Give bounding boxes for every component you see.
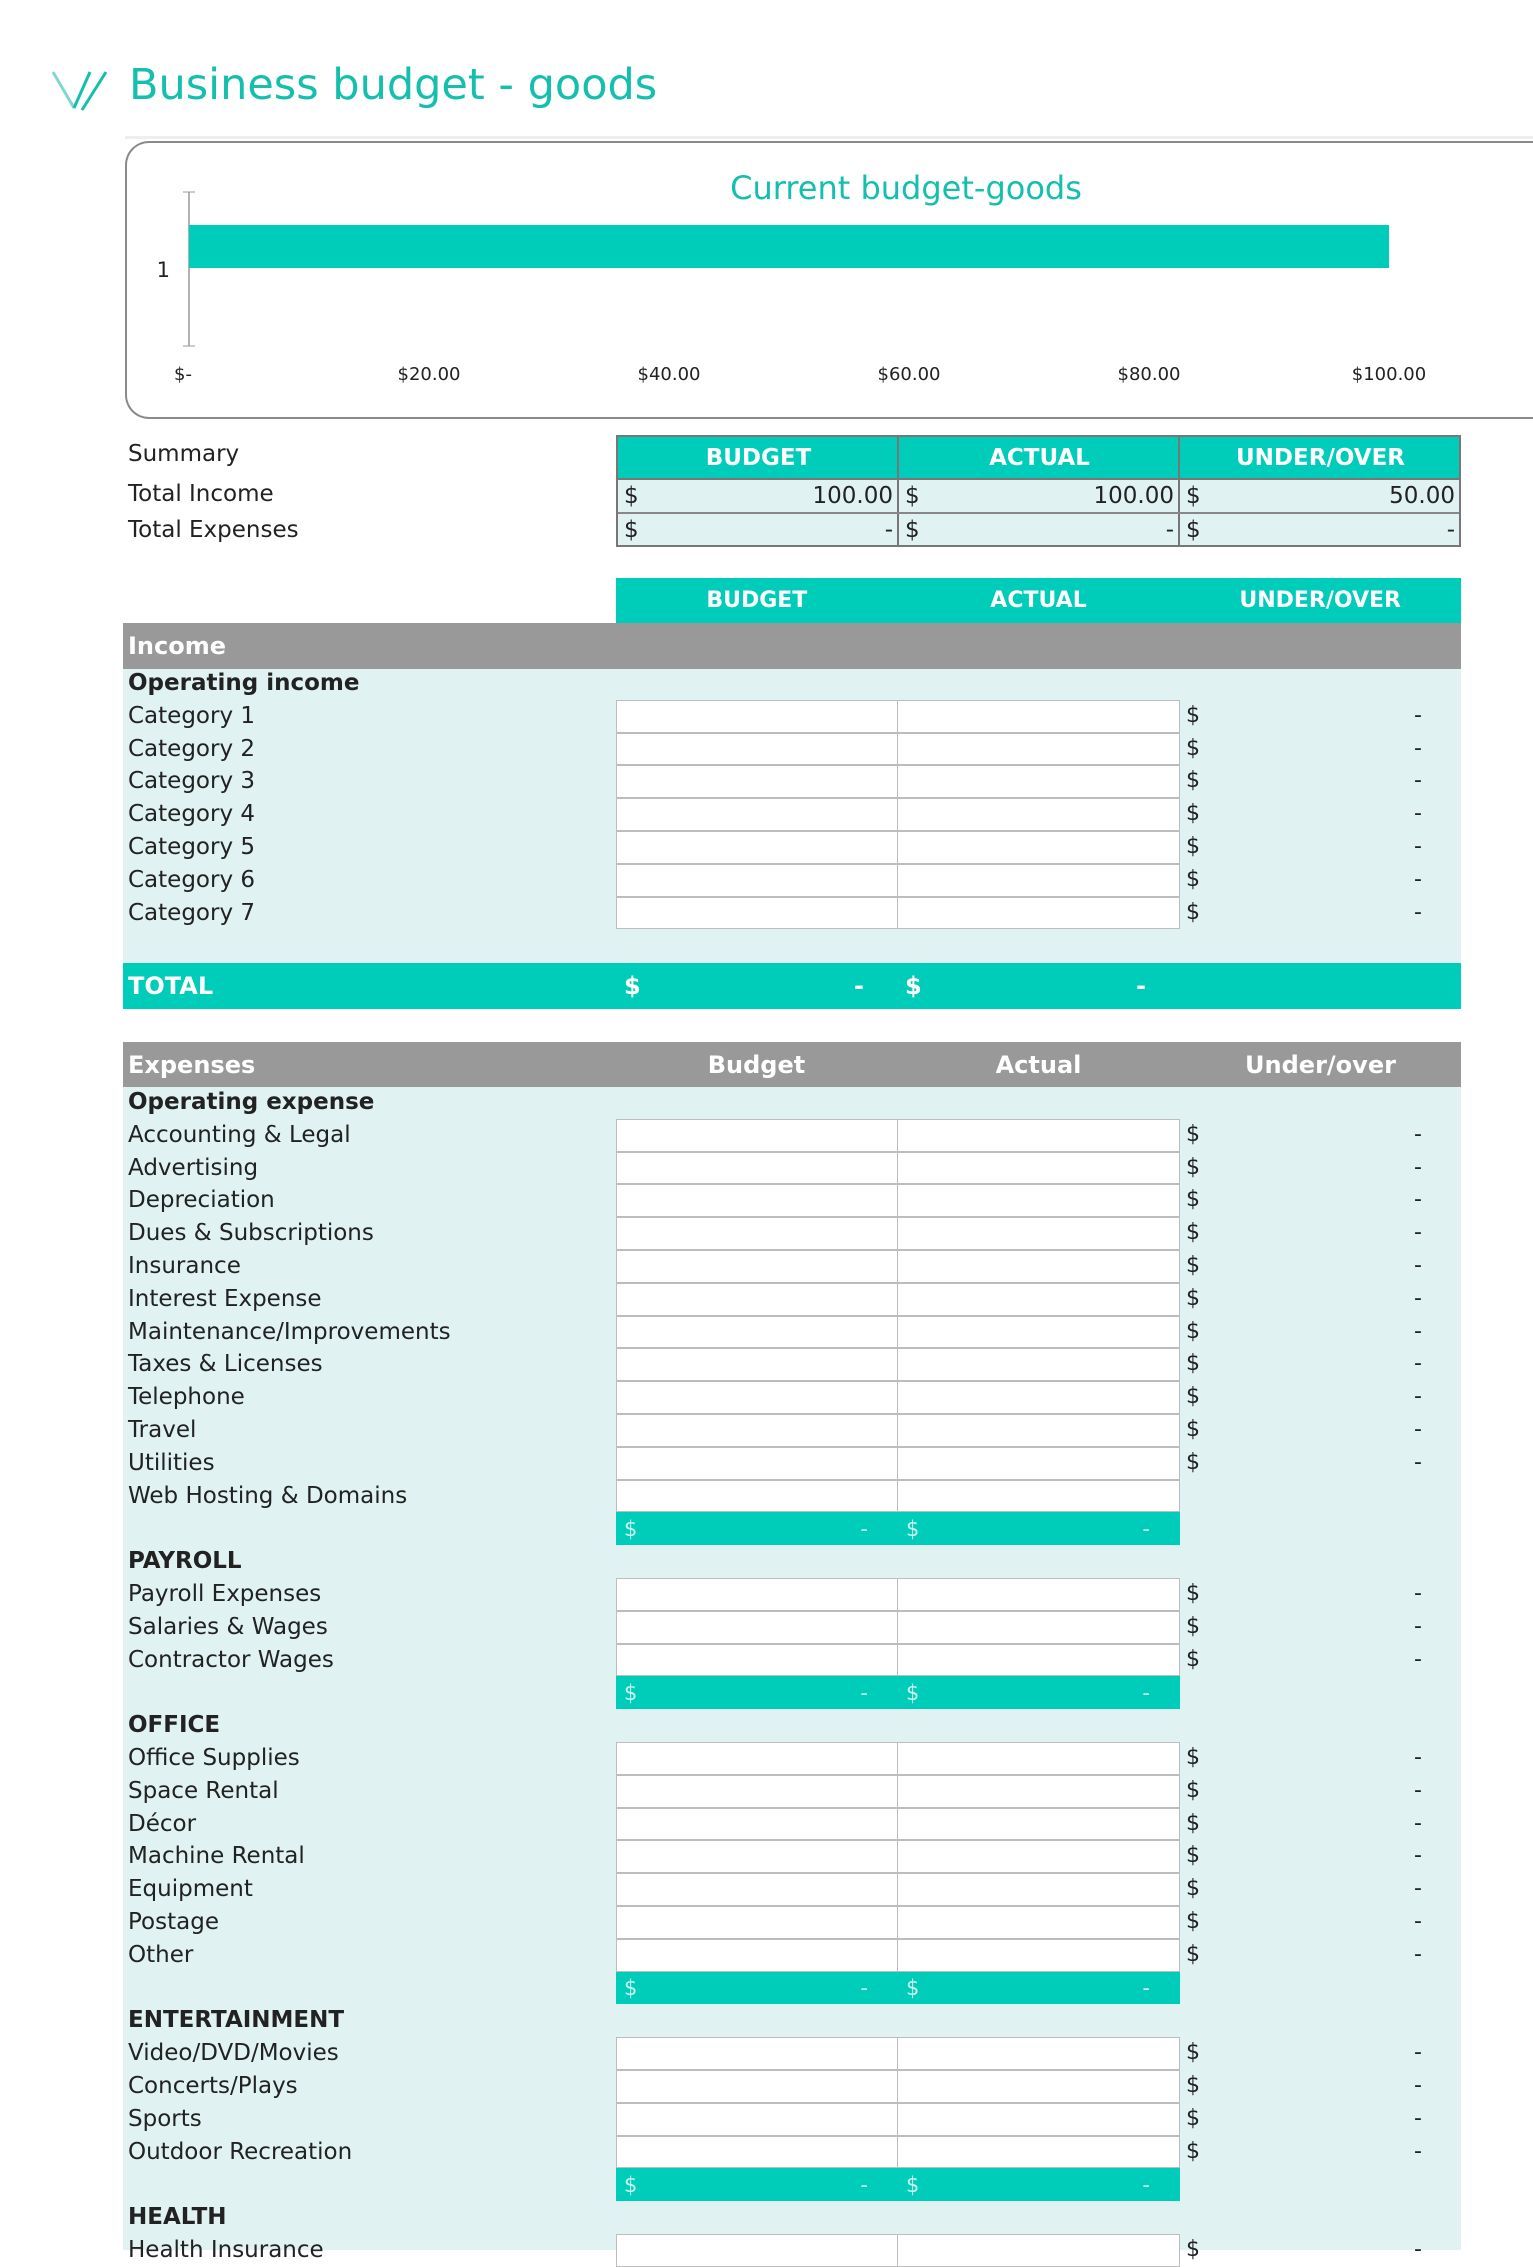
currency-symbol: $ bbox=[624, 483, 639, 509]
under-over-value: - bbox=[1414, 1351, 1422, 1377]
row-label: Other bbox=[128, 1941, 194, 1968]
under-over-currency: $ bbox=[1186, 1843, 1200, 1869]
under-over-value: - bbox=[1414, 735, 1422, 761]
budget-input[interactable] bbox=[616, 1414, 898, 1447]
actual-input[interactable] bbox=[897, 2070, 1180, 2103]
currency-symbol: $ bbox=[906, 1975, 920, 2000]
summary-col-budget: BUDGET bbox=[618, 437, 899, 478]
actual-input[interactable] bbox=[897, 2234, 1180, 2267]
under-over-value: - bbox=[1414, 1843, 1422, 1869]
amount: - bbox=[1142, 1975, 1150, 2000]
currency-symbol: $ bbox=[624, 1516, 638, 1541]
under-over-value: - bbox=[1414, 2105, 1422, 2131]
actual-input[interactable] bbox=[897, 864, 1180, 897]
summary-col-actual: ACTUAL bbox=[899, 437, 1180, 478]
row-label: Category 7 bbox=[128, 899, 256, 926]
budget-input[interactable] bbox=[616, 2103, 898, 2136]
budget-input[interactable] bbox=[616, 1316, 898, 1349]
actual-input[interactable] bbox=[897, 798, 1180, 831]
under-over-value: - bbox=[1414, 1941, 1422, 1967]
budget-input[interactable] bbox=[616, 1381, 898, 1414]
actual-input[interactable] bbox=[897, 1414, 1180, 1447]
row-label: Category 2 bbox=[128, 735, 256, 762]
actual-input[interactable] bbox=[897, 1644, 1180, 1677]
row-label: Space Rental bbox=[128, 1777, 279, 1804]
under-over-currency: $ bbox=[1186, 1777, 1200, 1803]
amount: - bbox=[884, 516, 893, 543]
under-over-value: - bbox=[1414, 768, 1422, 794]
actual-input[interactable] bbox=[897, 1939, 1180, 1972]
col-actual: ACTUAL bbox=[990, 588, 1087, 613]
under-over-value: - bbox=[1414, 1810, 1422, 1836]
currency-symbol: $ bbox=[906, 1516, 920, 1541]
summary-row bbox=[618, 480, 1459, 512]
expenses-col-actual: Actual bbox=[995, 1050, 1082, 1079]
under-over-currency: $ bbox=[1186, 1220, 1200, 1246]
under-over-currency: $ bbox=[1186, 1745, 1200, 1770]
summary-table bbox=[616, 435, 1461, 547]
budget-input[interactable] bbox=[616, 1742, 898, 1775]
budget-input[interactable] bbox=[616, 1119, 898, 1152]
under-over-value: - bbox=[1414, 1876, 1422, 1902]
chart-title: Current budget-goods bbox=[730, 169, 1082, 207]
currency-symbol: $ bbox=[624, 1680, 638, 1705]
amount: - bbox=[1142, 1516, 1150, 1541]
budget-input[interactable] bbox=[616, 864, 898, 897]
actual-input[interactable] bbox=[897, 1906, 1180, 1939]
budget-input[interactable] bbox=[616, 1939, 898, 1972]
amount: - bbox=[1165, 516, 1174, 543]
under-over-value: - bbox=[1414, 1121, 1422, 1147]
under-over-value: - bbox=[1414, 2040, 1422, 2066]
budget-input[interactable] bbox=[616, 1873, 898, 1906]
summary-cell bbox=[1180, 514, 1459, 545]
column-header bbox=[616, 578, 1461, 623]
under-over-value: - bbox=[1414, 1187, 1422, 1213]
actual-input[interactable] bbox=[897, 2103, 1180, 2136]
under-over-value: - bbox=[1414, 1220, 1422, 1246]
subtotal-row bbox=[616, 1676, 1180, 1709]
group-title: PAYROLL bbox=[128, 1548, 242, 1575]
row-label: Postage bbox=[128, 1909, 219, 1935]
x-tick-label: $80.00 bbox=[1117, 364, 1181, 385]
actual-input[interactable] bbox=[897, 1578, 1180, 1611]
actual-input[interactable] bbox=[897, 1250, 1180, 1283]
budget-input[interactable] bbox=[616, 733, 898, 766]
under-over-currency: $ bbox=[1186, 899, 1200, 925]
under-over-currency: $ bbox=[1186, 2138, 1200, 2164]
currency-symbol: $ bbox=[624, 516, 639, 543]
under-over-currency: $ bbox=[1186, 1417, 1200, 1442]
summary-row bbox=[618, 512, 1459, 545]
budget-chart bbox=[0, 0, 1533, 430]
budget-input[interactable] bbox=[616, 700, 898, 733]
budget-input[interactable] bbox=[616, 1250, 898, 1283]
under-over-value: - bbox=[1414, 866, 1422, 892]
total-actual-value: - bbox=[1136, 972, 1146, 1000]
summary-cell bbox=[1180, 480, 1459, 512]
row-label: Depreciation bbox=[128, 1187, 275, 1214]
actual-input[interactable] bbox=[897, 1381, 1180, 1414]
under-over-value: - bbox=[1414, 801, 1422, 827]
under-over-currency: $ bbox=[1186, 702, 1200, 728]
actual-input[interactable] bbox=[897, 1348, 1180, 1381]
budget-input[interactable] bbox=[616, 1184, 898, 1217]
under-over-currency: $ bbox=[1186, 2073, 1200, 2098]
budget-input[interactable] bbox=[616, 1808, 898, 1841]
expenses-title: Expenses bbox=[128, 1050, 256, 1079]
budget-input[interactable] bbox=[616, 1840, 898, 1873]
x-tick-label: $40.00 bbox=[637, 364, 701, 385]
budget-input[interactable] bbox=[616, 798, 898, 831]
summary-row-label: Total Expenses bbox=[128, 517, 299, 543]
subtotal-budget bbox=[616, 1972, 898, 2005]
row-label: Salaries & Wages bbox=[128, 1613, 328, 1640]
amount: - bbox=[860, 1975, 868, 2000]
under-over-value: - bbox=[1414, 1384, 1422, 1410]
row-label: Sports bbox=[128, 2105, 202, 2132]
actual-input[interactable] bbox=[897, 1316, 1180, 1349]
budget-input[interactable] bbox=[616, 1906, 898, 1939]
currency-symbol: $ bbox=[1186, 516, 1201, 543]
currency-symbol: $ bbox=[906, 2172, 920, 2197]
amount: - bbox=[1142, 1680, 1150, 1705]
row-label: Video/DVD/Movies bbox=[128, 2040, 339, 2067]
under-over-currency: $ bbox=[1186, 1384, 1200, 1410]
amount: 100.00 bbox=[1093, 483, 1174, 509]
subtotal-actual bbox=[898, 2168, 1180, 2201]
under-over-currency: $ bbox=[1186, 1613, 1200, 1639]
under-over-currency: $ bbox=[1186, 735, 1200, 761]
under-over-currency: $ bbox=[1186, 1154, 1200, 1180]
expenses-header bbox=[123, 1042, 1461, 1087]
subtotal-budget bbox=[616, 2168, 898, 2201]
subtotal-actual bbox=[898, 1676, 1180, 1709]
budget-input[interactable] bbox=[616, 765, 898, 798]
currency-symbol: $ bbox=[905, 516, 920, 543]
under-over-value: - bbox=[1414, 1909, 1422, 1934]
amount: 100.00 bbox=[812, 483, 893, 509]
amount: - bbox=[1446, 516, 1455, 543]
under-over-currency: $ bbox=[1186, 1285, 1200, 1311]
under-over-currency: $ bbox=[1186, 1581, 1200, 1606]
under-over-value: - bbox=[1414, 1745, 1422, 1770]
bar bbox=[189, 225, 1389, 268]
budget-input[interactable] bbox=[616, 2070, 898, 2103]
actual-input[interactable] bbox=[897, 1447, 1180, 1480]
x-tick-label: $60.00 bbox=[877, 364, 941, 385]
actual-input[interactable] bbox=[897, 831, 1180, 864]
under-over-value: - bbox=[1414, 1777, 1422, 1803]
col-budget: BUDGET bbox=[706, 588, 808, 613]
amount: - bbox=[860, 1680, 868, 1705]
summary-cell bbox=[899, 514, 1180, 545]
budget-input[interactable] bbox=[616, 1611, 898, 1644]
budget-input[interactable] bbox=[616, 1644, 898, 1677]
expenses-col-budget: Budget bbox=[707, 1050, 806, 1079]
under-over-currency: $ bbox=[1186, 1121, 1200, 1147]
budget-input[interactable] bbox=[616, 1283, 898, 1316]
expenses-col-under-over: Under/over bbox=[1245, 1050, 1396, 1079]
x-tick-label: $100.00 bbox=[1351, 364, 1427, 385]
row-label: Health Insurance bbox=[128, 2237, 324, 2263]
budget-input[interactable] bbox=[616, 1152, 898, 1185]
actual-input[interactable] bbox=[897, 2037, 1180, 2070]
under-over-currency: $ bbox=[1186, 1351, 1200, 1377]
actual-input[interactable] bbox=[897, 1217, 1180, 1250]
row-label: Category 5 bbox=[128, 834, 256, 860]
budget-input[interactable] bbox=[616, 2234, 898, 2267]
total-actual-currency: $ bbox=[905, 972, 922, 1000]
total-budget-value: - bbox=[854, 972, 864, 1000]
row-label: Dues & Subscriptions bbox=[128, 1220, 374, 1247]
currency-symbol: $ bbox=[624, 2172, 638, 2197]
under-over-currency: $ bbox=[1186, 1941, 1200, 1967]
currency-symbol: $ bbox=[624, 1975, 638, 2000]
under-over-currency: $ bbox=[1186, 768, 1200, 794]
row-label: Insurance bbox=[128, 1253, 241, 1279]
actual-input[interactable] bbox=[897, 1611, 1180, 1644]
under-over-currency: $ bbox=[1186, 1187, 1200, 1213]
under-over-value: - bbox=[1414, 1285, 1422, 1311]
actual-input[interactable] bbox=[897, 1840, 1180, 1873]
row-label: Taxes & Licenses bbox=[128, 1351, 323, 1378]
under-over-value: - bbox=[1414, 1253, 1422, 1278]
page-title: Business budget - goods bbox=[129, 60, 658, 110]
budget-input[interactable] bbox=[616, 1578, 898, 1611]
amount: - bbox=[860, 2172, 868, 2197]
amount: 50.00 bbox=[1389, 483, 1455, 509]
subtotal-budget bbox=[616, 1512, 898, 1545]
subtotal-row bbox=[616, 1972, 1180, 2005]
row-label: Equipment bbox=[128, 1876, 253, 1903]
row-label: Travel bbox=[128, 1417, 197, 1443]
row-label: Category 6 bbox=[128, 866, 256, 893]
budget-input[interactable] bbox=[616, 1348, 898, 1381]
under-over-currency: $ bbox=[1186, 1909, 1200, 1934]
subtotal-actual bbox=[898, 1972, 1180, 2005]
group-title: OFFICE bbox=[128, 1712, 221, 1739]
row-label: Outdoor Recreation bbox=[128, 2138, 353, 2165]
actual-input[interactable] bbox=[897, 1873, 1180, 1906]
actual-input[interactable] bbox=[897, 1152, 1180, 1185]
row-label: Web Hosting & Domains bbox=[128, 1482, 408, 1509]
summary-row-label: Total Income bbox=[128, 481, 274, 507]
under-over-value: - bbox=[1414, 2237, 1422, 2262]
actual-input[interactable] bbox=[897, 700, 1180, 733]
x-tick-label: $20.00 bbox=[397, 364, 461, 385]
budget-input[interactable] bbox=[616, 1447, 898, 1480]
under-over-currency: $ bbox=[1186, 2105, 1200, 2131]
subtotal-row bbox=[616, 1512, 1180, 1545]
summary-col-under-over: UNDER/OVER bbox=[1236, 444, 1405, 471]
actual-input[interactable] bbox=[897, 2136, 1180, 2169]
under-over-currency: $ bbox=[1186, 866, 1200, 892]
row-label: Category 1 bbox=[128, 702, 256, 729]
group-title: HEALTH bbox=[128, 2204, 227, 2231]
under-over-value: - bbox=[1414, 834, 1422, 859]
under-over-value: - bbox=[1414, 1154, 1422, 1180]
under-over-currency: $ bbox=[1186, 2237, 1200, 2262]
actual-input[interactable] bbox=[897, 1184, 1180, 1217]
under-over-value: - bbox=[1414, 1646, 1422, 1672]
row-label: Category 3 bbox=[128, 768, 256, 795]
under-over-value: - bbox=[1414, 1417, 1422, 1442]
total-budget-currency: $ bbox=[624, 972, 641, 1000]
actual-input[interactable] bbox=[897, 1480, 1180, 1513]
subtotal-budget bbox=[616, 1676, 898, 1709]
under-over-currency: $ bbox=[1186, 1318, 1200, 1344]
summary-cell bbox=[899, 480, 1180, 512]
y-tick-label: 1 bbox=[156, 258, 170, 282]
actual-input[interactable] bbox=[897, 733, 1180, 766]
currency-symbol: $ bbox=[906, 1680, 920, 1705]
row-label: Category 4 bbox=[128, 801, 256, 828]
row-label: Décor bbox=[128, 1810, 197, 1837]
row-label: Maintenance/Improvements bbox=[128, 1318, 451, 1345]
subtotal-actual bbox=[898, 1512, 1180, 1545]
actual-input[interactable] bbox=[897, 897, 1180, 930]
group-title: Operating expense bbox=[128, 1089, 375, 1115]
under-over-value: - bbox=[1414, 2073, 1422, 2098]
income-total-row bbox=[123, 963, 1461, 1009]
under-over-currency: $ bbox=[1186, 1253, 1200, 1278]
actual-input[interactable] bbox=[897, 765, 1180, 798]
under-over-currency: $ bbox=[1186, 1646, 1200, 1672]
row-label: Office Supplies bbox=[128, 1745, 300, 1771]
x-tick-label: $- bbox=[174, 364, 192, 385]
under-over-value: - bbox=[1414, 1581, 1422, 1606]
under-over-value: - bbox=[1414, 1613, 1422, 1639]
amount: - bbox=[860, 1516, 868, 1541]
row-label: Concerts/Plays bbox=[128, 2073, 298, 2099]
row-label: Utilities bbox=[128, 1449, 215, 1476]
under-over-value: - bbox=[1414, 899, 1422, 925]
currency-symbol: $ bbox=[905, 483, 920, 509]
row-label: Machine Rental bbox=[128, 1843, 305, 1870]
actual-input[interactable] bbox=[897, 1808, 1180, 1841]
budget-input[interactable] bbox=[616, 831, 898, 864]
row-label: Payroll Expenses bbox=[128, 1581, 322, 1607]
row-label: Interest Expense bbox=[128, 1285, 322, 1312]
budget-input[interactable] bbox=[616, 2136, 898, 2169]
budget-input[interactable] bbox=[616, 1480, 898, 1513]
budget-input[interactable] bbox=[616, 1217, 898, 1250]
under-over-currency: $ bbox=[1186, 834, 1200, 859]
actual-input[interactable] bbox=[897, 1742, 1180, 1775]
budget-input[interactable] bbox=[616, 897, 898, 930]
actual-input[interactable] bbox=[897, 1283, 1180, 1316]
summary-cell bbox=[618, 514, 899, 545]
actual-input[interactable] bbox=[897, 1775, 1180, 1808]
row-label: Telephone bbox=[128, 1384, 245, 1411]
under-over-value: - bbox=[1414, 1449, 1422, 1475]
under-over-value: - bbox=[1414, 1318, 1422, 1344]
under-over-value: - bbox=[1414, 2138, 1422, 2164]
under-over-currency: $ bbox=[1186, 1449, 1200, 1475]
group-title: ENTERTAINMENT bbox=[128, 2007, 345, 2034]
summary-cell bbox=[618, 480, 899, 512]
budget-input[interactable] bbox=[616, 1775, 898, 1808]
under-over-currency: $ bbox=[1186, 2040, 1200, 2066]
under-over-currency: $ bbox=[1186, 1810, 1200, 1836]
under-over-currency: $ bbox=[1186, 1876, 1200, 1902]
summary-header bbox=[618, 437, 1459, 480]
budget-input[interactable] bbox=[616, 2037, 898, 2070]
row-label: Advertising bbox=[128, 1154, 259, 1181]
row-label: Accounting & Legal bbox=[128, 1121, 351, 1148]
currency-symbol: $ bbox=[1186, 483, 1201, 509]
actual-input[interactable] bbox=[897, 1119, 1180, 1152]
col-under-over: UNDER/OVER bbox=[1239, 588, 1401, 613]
subtotal-row bbox=[616, 2168, 1180, 2201]
amount: - bbox=[1142, 2172, 1150, 2197]
under-over-value: - bbox=[1414, 702, 1422, 728]
total-label: TOTAL bbox=[128, 972, 214, 1000]
summary-label: Summary bbox=[128, 441, 240, 467]
row-label: Contractor Wages bbox=[128, 1646, 334, 1673]
income-header: Income bbox=[123, 623, 1461, 669]
under-over-currency: $ bbox=[1186, 801, 1200, 827]
group-title: Operating income bbox=[128, 670, 360, 696]
